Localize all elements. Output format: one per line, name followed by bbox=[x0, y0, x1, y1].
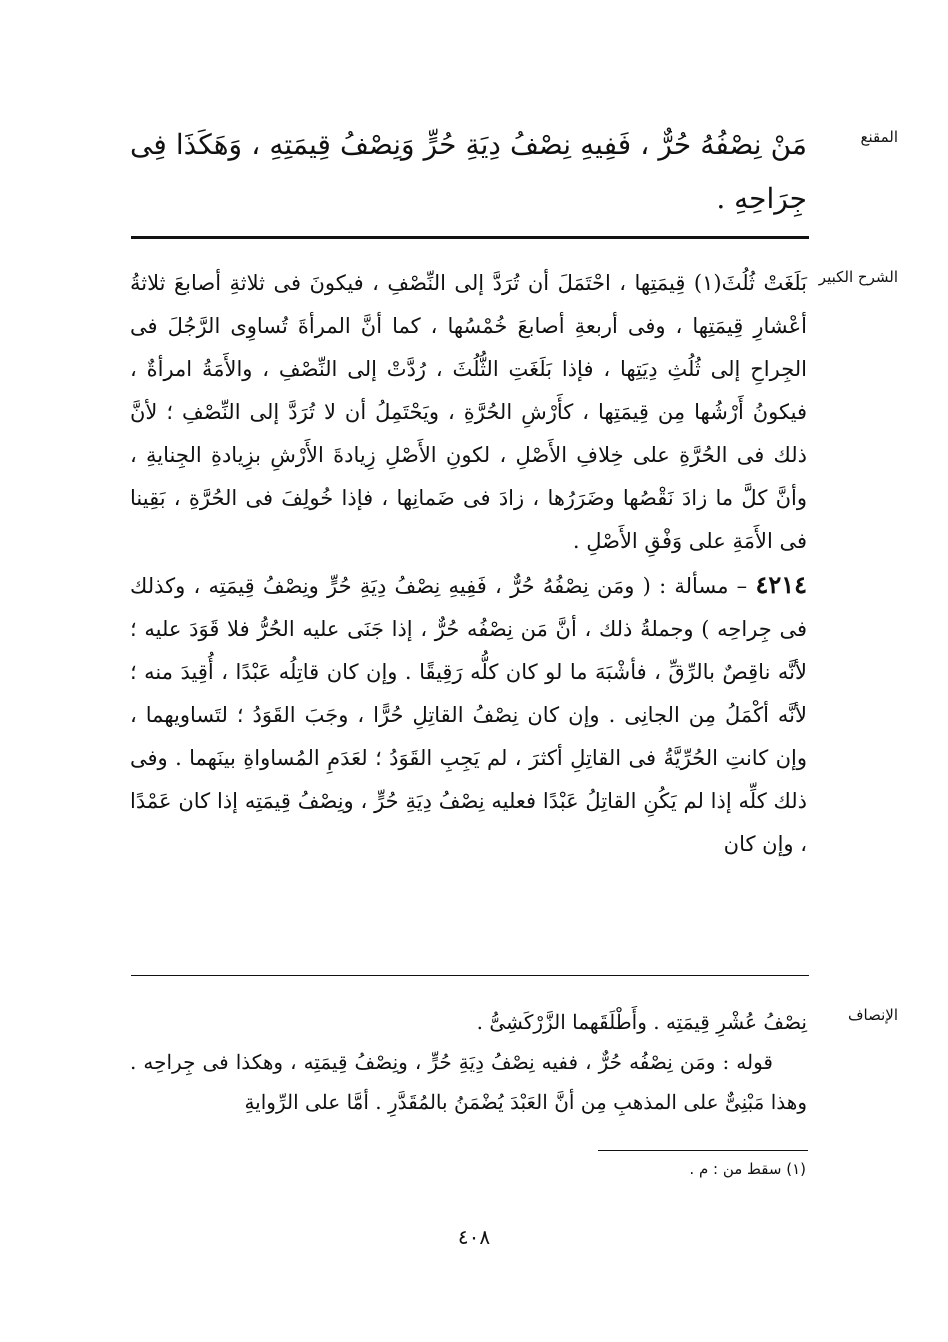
insaf-paragraph-2: قوله : ومَن نِصْفُه حُرٌّ ، ففيه نِصْفُ دِيَةِ حُرٍّ ، ونِصْفُ قِيمَتِه ، وهكذا فى جِراحِه . وهذا مَبْنِىٌّ على المذهبِ مِن أنَّ العَبْدَ يُضْمَنُ بالمُقَدَّرِ . أمَّا على الرِّوايةِ bbox=[130, 1050, 807, 1114]
label-sharh: الشرح الكبير bbox=[818, 268, 898, 286]
masala-number: ٤٢١٤ bbox=[755, 570, 807, 599]
footnote: (١) سقط من : م . bbox=[689, 1160, 806, 1178]
masala-text: – مسألة : ( ومَن نِصْفُهُ حُرٌّ ، فَفِيهِ نِصْفُ دِيَةِ حُرٍّ ونِصْفُ قِيمَتِه ، وكذلك فى جِراحِه ) وجملةُ ذلك ، أنَّ مَن نِصْفُه حُرٌّ ، إذا جَنَى عليه الحُرُّ فلا قَوَدَ عليه ؛ لأنَّه ناقِصٌ بالرِّقِّ ، فأشْبَهَ ما لو كان كلُّه رَقِيقًا . وإن كان قاتِلُه عَبْدًا ، أُقِيدَ منه ؛ لأنَّه أكْمَلُ مِن الجانِى . وإن كان نِصْفُ القاتِلِ حُرًّا ، وجَبَ القَوَدُ ؛ لتَساويهما ، وإن كانتِ الحُرِّيَّةُ فى القاتِلِ أكثرَ ، لم يَجِبِ القَوَدُ ؛ لعَدَمِ المُساواةِ بينَهما . وفى ذلك كلِّه إذا لم يَكُنِ القاتِلُ عَبْدًا فعليه نِصْفُ دِيَةِ حُرٍّ ، ونِصْفُ قِيمَتِه إذا كان عَمْدًا ، وإن كان bbox=[130, 574, 807, 856]
insaf-text bbox=[130, 1002, 807, 1122]
section-divider-thin bbox=[131, 975, 809, 976]
sharh-paragraph-2 bbox=[130, 563, 807, 866]
label-insaf: الإنصاف bbox=[847, 1006, 898, 1024]
footnote-divider bbox=[598, 1150, 808, 1151]
section-divider-thick bbox=[131, 236, 809, 239]
muqni-text: مَنْ نِصْفُهُ حُرٌّ ، فَفِيهِ نِصْفُ دِيَةِ حُرٍّ وَنِصْفُ قِيمَتِهِ ، وَهَكَذَا فِى جِرَاحِهِ . bbox=[130, 128, 807, 215]
page-number: ٤٠٨ bbox=[457, 1225, 491, 1249]
sharh-paragraph-1: بَلَغَتْ ثُلُثَ(١) قِيمَتِها ، احْتَمَلَ أن تُرَدَّ إلى النِّصْفِ ، فيكونَ فى ثلاثةِ أصابعَ ثلاثةُ أعْشارِ قِيمَتِها ، وفى أربعةِ أصابعَ خُمْسُها ، كما أنَّ المرأةَ تُساوِى الرَّجُلَ فى الجِراحِ إلى ثُلُثِ دِيَتِها ، فإذا بَلَغَتِ الثُّلُثَ ، رُدَّتْ إلى النِّصْفِ ، والأَمَةُ امرأةٌ ، فيكونُ أَرْشُها مِن قِيمَتِها ، كأَرْشِ الحُرَّةِ ، ويَحْتَمِلُ أن لا تُرَدَّ إلى النِّصْفِ ؛ لأنَّ ذلك فى الحُرَّةِ على خِلافِ الأَصْلِ ، لكونِ الأَصْلِ زِيادةَ الأَرْشِ بزِيادةِ الجِنايةِ ، وأنَّ كلَّ ما زادَ نَقْصُها وضَرَرُها ، زادَ فى ضَمانِها ، فإذا خُولِفَ فى الحُرَّةِ ، بَقِينا فى الأَمَةِ على وَفْقِ الأَصْلِ . bbox=[130, 271, 808, 553]
insaf-line-1: نِصْفُ عُشْرِ قِيمَتِه . وأَطْلَقَهما الزَّرْكَشِىُّ . bbox=[476, 1010, 807, 1034]
label-muqni: المقنع bbox=[860, 128, 898, 146]
sharh-text bbox=[130, 262, 807, 866]
